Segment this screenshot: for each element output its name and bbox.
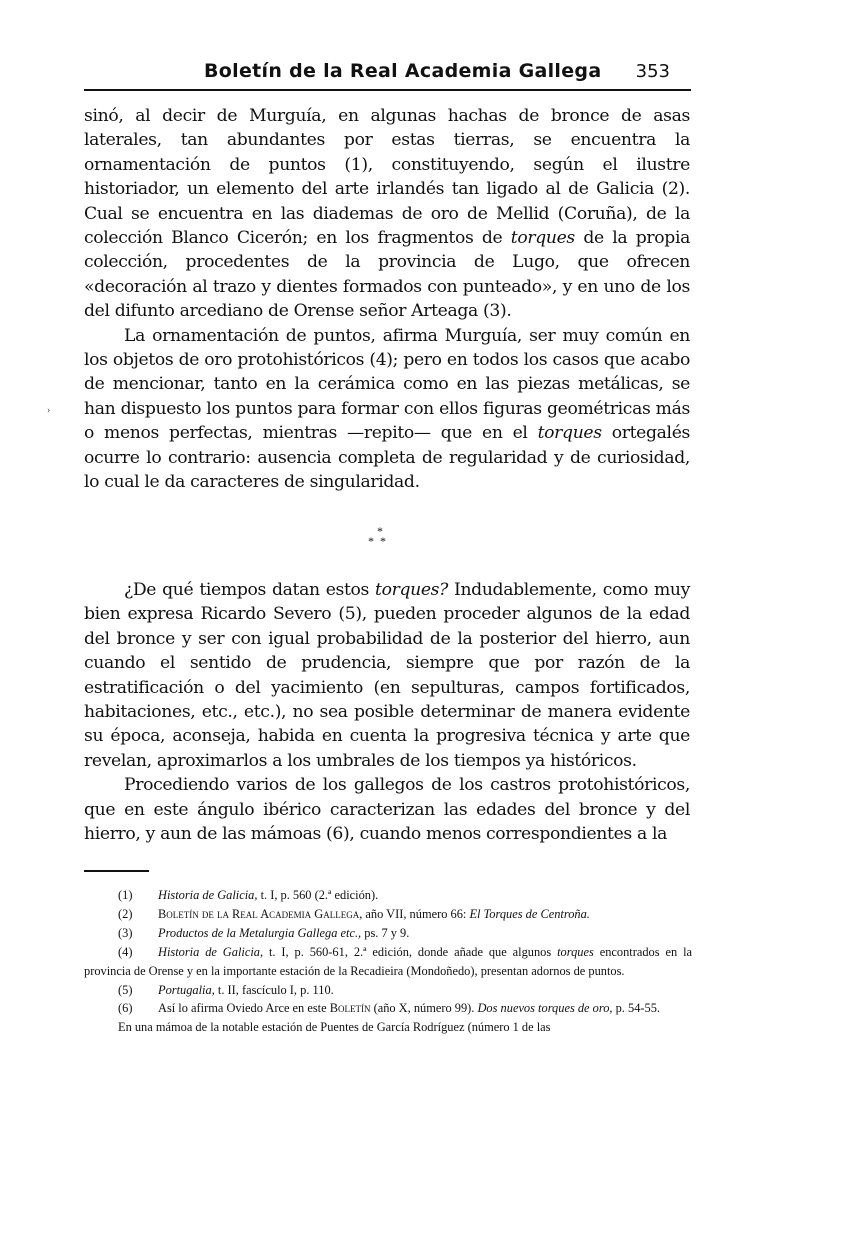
footnote-5 xyxy=(84,981,692,1000)
asterism-bottom: ** xyxy=(368,534,392,548)
margin-mark: › xyxy=(47,405,51,416)
citation-title: Portugalia, xyxy=(158,982,215,997)
text-run: encontrados en la provincia de Orense y en la importante estación de la Recadieira (Mondoñedo), presentan adornos de puntos. xyxy=(84,944,693,978)
text-run: ortegalés ocurre lo contrario: ausencia completa de regularidad y de curiosidad, lo cual le da caracteres de singularidad. xyxy=(84,423,690,493)
italic-term: torques? xyxy=(375,580,448,600)
paragraph: Procediendo varios de los gallegos de los castros protohistóricos, que en este ángulo ibérico caracterizan las edades del bronce y del hierro, y aun de las mámoas (6), cuando menos correspondientes a la xyxy=(84,775,690,845)
footnotes xyxy=(84,886,692,1037)
footnote-number: (3) xyxy=(118,925,133,940)
citation-title: Productos de la Metalurgia Gallega etc., xyxy=(158,925,362,940)
citation-title: Historia de Galicia, xyxy=(158,888,258,902)
text-run: Indudablemente, como muy bien expresa Ricardo Severo (5), pueden proceder algunos de la edad del bronce y ser con igual probabilidad de la posterior del hierro, aun cuando el sentido de prudencia, siempre que por razón de la estratificación o del yacimiento (en sepulturas, campos fortificados, habitaciones, etc., etc.), no sea posible determinar de manera evidente su época, aconseja, habida en cuenta la progresiva técnica y arte que revelan, aproximarlos a los umbrales de los tiempos ya históricos. xyxy=(84,580,690,771)
footnote-1 xyxy=(84,886,692,905)
italic-term: torques xyxy=(557,944,594,959)
header-rule xyxy=(84,89,691,91)
footnote-number: (2) xyxy=(118,906,133,921)
text-run: año VII, número 66: xyxy=(362,906,470,921)
text-run: Así lo afirma Oviedo Arce en este xyxy=(158,1001,330,1016)
text-run: sinó, al decir de Murguía, en algunas hachas de bronce de asas laterales, tan abundantes por estas tierras, se encuentra la ornamentación de puntos (1), constituyendo, según el ilustre historiador, un elemento del arte irlandés tan ligado al de Galicia (2). Cual se encuentra en las diademas de oro de Mellid (Coruña), de la colección Blanco Cicerón; en los fragmentos de xyxy=(84,106,690,249)
asterism-top: * xyxy=(377,524,383,538)
citation-title: El Torques de Centroña. xyxy=(469,906,590,921)
text-run: ps. 7 y 9. xyxy=(361,925,410,940)
page-number: 353 xyxy=(635,61,670,82)
footnote-number: (5) xyxy=(118,982,133,997)
text-run: (año X, número 99). xyxy=(370,1001,478,1016)
text-run: t. I, p. 560 (2.ª edición). xyxy=(257,888,379,902)
footnote-2 xyxy=(84,905,692,924)
footnote-3 xyxy=(84,924,692,943)
section-separator-asterism xyxy=(360,526,400,546)
text-run: t. I, p. 560-61, 2.ª edición, donde añade que algunos xyxy=(263,944,558,959)
footnote-number: (6) xyxy=(118,1001,133,1016)
text-run: ¿De qué tiempos datan estos xyxy=(124,580,376,600)
citation-title: Dos nuevos torques de oro, xyxy=(477,1001,613,1016)
footnote-number: (4) xyxy=(118,944,133,959)
text-run: t. II, fascículo I, p. 110. xyxy=(214,982,334,997)
italic-term: torques xyxy=(537,423,602,444)
running-head xyxy=(84,58,690,88)
body-section-2 xyxy=(84,578,690,846)
footnote-6 xyxy=(84,999,692,1018)
footnote-rule xyxy=(84,870,149,872)
text-run: p. 54-55. xyxy=(612,1001,661,1016)
journal-name: Boletín de la Real Academia Gallega, xyxy=(158,906,363,921)
text-run: La ornamentación de puntos, afirma Murguía, ser muy común en los objetos de oro protohistóricos (4); pero en todos los casos que acabo de mencionar, tanto en la cerámica como en las piezas metálicas, se han dispuesto los puntos para formar con ellos figuras geométricas más o menos perfectas, mientras —repito— que en el xyxy=(84,325,690,444)
footnote-4 xyxy=(84,943,692,981)
running-title: Boletín de la Real Academia Gallega xyxy=(204,60,602,82)
citation-title: Historia de Galicia, xyxy=(158,944,264,959)
body-section-1 xyxy=(84,104,690,495)
journal-name: Boletín xyxy=(329,1001,371,1016)
paragraph xyxy=(84,104,690,324)
text-run: de la propia colección, procedentes de la provincia de Lugo, que ofrecen «decoración al trazo y dientes formados con punteado», y en uno de los del difunto arcediano de Orense señor Arteaga (3). xyxy=(84,228,690,322)
footnote-number: (1) xyxy=(118,888,133,902)
paragraph xyxy=(84,324,690,495)
footnote-continuation: En una mámoa de la notable estación de Puentes de García Rodríguez (número 1 de las xyxy=(118,1020,551,1035)
paragraph xyxy=(84,578,690,773)
italic-term: torques xyxy=(510,228,575,249)
